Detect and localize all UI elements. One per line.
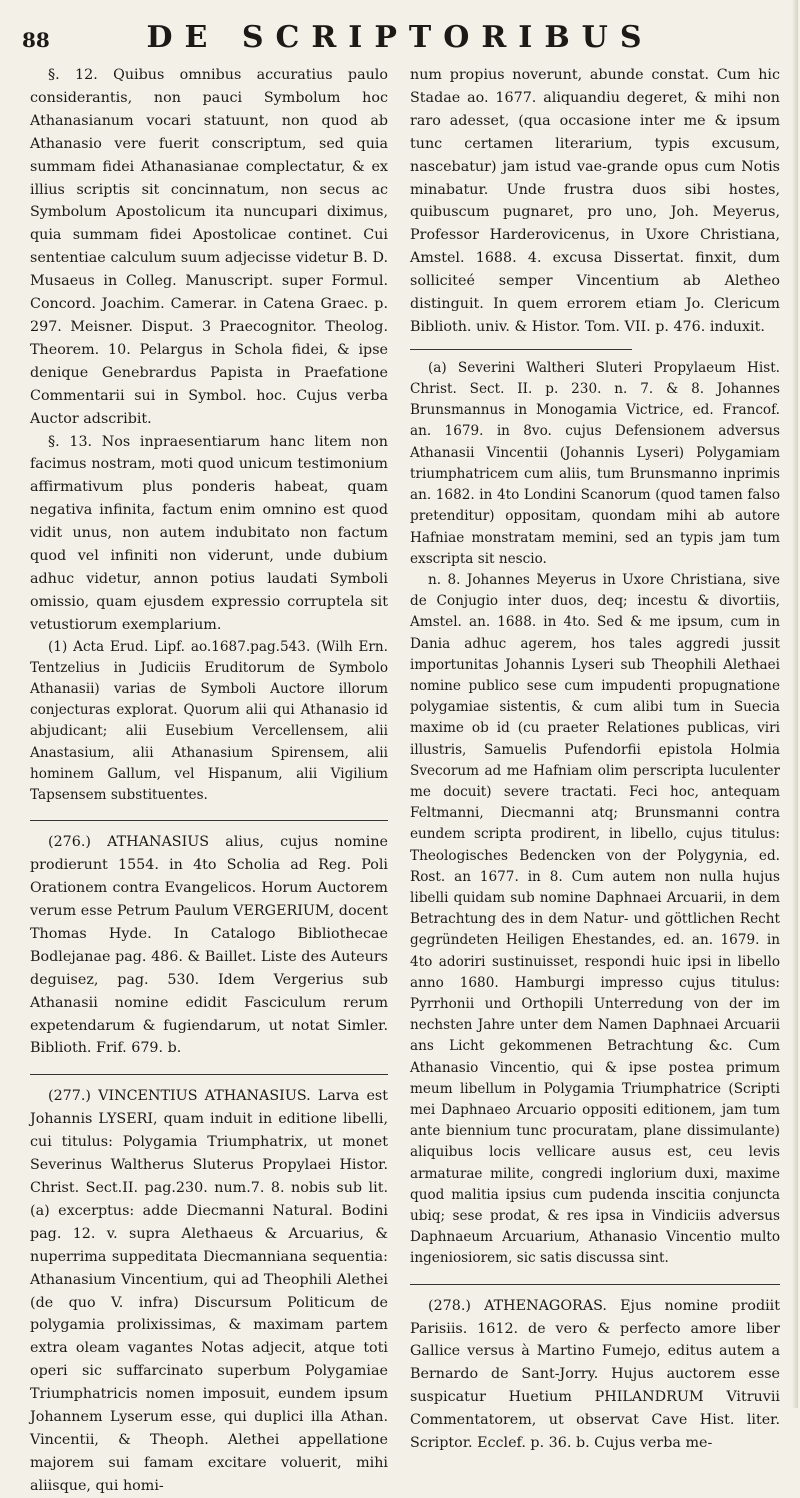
entry-276: (276.) ATHANASIUS alius, cujus nomine prodierunt 1554. in 4to Scholia ad Reg. Poli Orationem contra Evangelicos. Horum Auctorem verum esse Petrum Paulum VERGERIUM, docent Thomas Hyde. In Catalogo Bibliothecae Bodlejanae pag. 486. & Baillet. Liste des Auteurs deguisez, pag. 530. Idem Vergerius sub Athanasii nomine edidit Fasciculum rerum expetendarum & fugiendarum, ut notat Simler. Biblioth. Frif. 679. b. (30, 834, 388, 1057)
page-number: 88 (22, 28, 50, 52)
section-12: §. 12. Quibus omnibus accuratius paulo considerantis, non pauci Symbolum hoc Athanasianum vocari statuunt, non quod ab Athanasio vere fuerit conscriptum, sed quia summam fidei Athanasianae complectatur, & ex illius scriptis sit concinnatum, non secus ac Symbolum Apostolicum ita nuncupari diximus, quia summam fidei Apostolicae continet. Cui sententiae calculum suum adjecisse videtur B. D. Musaeus in Colleg. Manuscript. super Formul. Concord. Joachim. Camerar. in Catena Graec. p. 297. Meisner. Disput. 3 Praecognitor. Theolog. Theorem. 10. Pelargus in Schola fidei, & ipse denique Genebrardus Papista in Praefatione Commentarii sui in Symbol. hoc. Cujus verba Auctor adscribit. (30, 67, 388, 427)
footnote-n8: n. 8. Johannes Meyerus in Uxore Christiana, sive de Conjugio inter duos, deq; incestu & divortiis, Amstel. an. 1688. in 4to. Sed & me ipsum, cum in Dania adhuc agerem, hos tales aggredi jussit importunitas Johannis Lyseri sub Theophili Alethaei nomine publico sese cum impudenti propugnatione polygamiae sistentis, & cum alibi tum in Suecia maxime ob id (cu praeter Relationes publicas, viri illustris, Samuelis Pufendorfii epistola Holmia Svecorum ad me Hafniam olim perscripta luculenter me docuit) severe tractati. Feci hoc, antequam Feltmanni, Diecmanni atq; Brunsmanni contra eundem scripta prodirent, in libello, cujus titulus: Theologisches Bedencken von der Polygynia, ed. Rost. an 1677. in 8. Cum autem non nulla hujus libelli quidam sub nomine Daphnaei Arcuarii, in dem Betrachtung des in dem Natur- und göttlichen Recht gegründeten Heiligen Ehestandes, ed. an. 1679. in 4to adoriri sustinuisset, respondi huic ipsi in libello anno 1680. Hamburgi impresso cujus titulus: Pyrrhonii und Orthopili Unterredung von der im nechsten Jahre unter dem Namen Daphnaei Arcuarii ans Licht gekommenen Betrachtung &c. Cum Athanasio Vincentio, qui & ipse postea primum meum libellum in Polygamia Triumphatrice (Scripti mei Daphnaeo Arcuario oppositi editionem, jam tum ante biennium tunc procuratam, plane dissimulante) aliquibus locis vellicare ausus est, ceu levis armaturae milite, congredi inglorium duxi, maxime quod malitia ipsius cum pudenda inscitia conjuncta ubiq; sese prodat, & res ipsa in Vindiciis adversus Daphnaeum Arcuarium, Athanasio Vincentio multo ingeniosiorem, sic satis discussa sint. (410, 571, 780, 1267)
footnote-a: (a) Severini Waltheri Sluteri Propylaeum Hist. Christ. Sect. II. p. 230. n. 7. & 8. Johannes Brunsmannus in Monogamia Victrice, ed. Francof. an. 1679. in 8vo. cujus Defensionem adversus Athanasii Vincentii (Johannis Lyseri) Polygamiam triumphatricem cum aliis, tum Brunsmanno inprimis an. 1682. in 4to Londini Scanorum (quod tamen falso pretenditur) oppositam, quondam mihi ab autore Hafniae monstratam memini, sed an typis jam tum exscripta sit nescio. (410, 359, 780, 567)
entry-278: (278.) ATHENAGORAS. Ejus nomine prodiit Parisiis. 1612. de vero & perfecto amore liber Gallice versus à Martino Fumejo, editus autem a Bernardo de Sant-Jorry. Hujus auctorem esse suspicatur Huetium PHILANDRUM Vitruvii Commentatorem, ut observat Cave Hist. liter. Scriptor. Ecclef. p. 36. b. Cujus verba me- (410, 1297, 780, 1452)
section-divider (30, 820, 388, 821)
footnote-1: (1) Acta Erud. Lipf. ao.1687.pag.543. (Wilh Ern. Tentzelius in Judiciis Eruditorum de Symbolo Athanasii) varias de Symboli Auctore illorum conjecturas explorat. Quorum alii qui Athanasio id abjudicant; alii Eusebium Vercellensem, alii Anastasium, alii Athanasium Spirensem, alii hominem Gallum, vel Hispanum, alii Vigilium Tapsensem substituentes. (30, 638, 388, 804)
right-column (410, 64, 780, 1455)
page-header (20, 16, 780, 56)
left-column (30, 64, 388, 1498)
footnote-divider (410, 349, 632, 350)
page-edge-shadow (792, 0, 798, 1408)
section-divider (410, 1284, 780, 1285)
section-divider (30, 1074, 388, 1075)
entry-277: (277.) VINCENTIUS ATHANASIUS. Larva est Johannis LYSERI, quam induit in editione libelli, cui titulus: Polygamia Triumphatrix, ut monet Severinus Waltherus Sluterus Propylaei Histor. Christ. Sect.II. pag.230. num.7. 8. nobis sub lit. (a) excerptus: adde Diecmanni Natural. Bodini pag. 12. v. supra Alethaeus & Arcuarius, & nuperrima suppeditata Diecmanniana sequentia: Athanasium Vincentium, qui ad Theophili Alethei (de quo V. infra) Discursum Politicum de polygamia prolixissimas, & maximam partem extra oleam vagantes Notas adjecit, atque toti operi sic suffarcinato superbum Polygamiae Triumphatricis nomen imposuit, eundem ipsum Johannem Lyserum esse, qui duplici illa Athan. Vincentii, & Theoph. Alethei appellatione majorem sui famam excitare voluerit, mihi aliisque, qui homi- (30, 1088, 388, 1494)
running-title: DE SCRIPTORIBUS (146, 20, 654, 55)
section-13: §. 13. Nos inpraesentiarum hanc litem non facimus nostram, moti quod unicum testimonium affirmativum plus ponderis habeat, quam negativa infinita, factum enim omnino est quod vidit unus, non autem indubitato non factum quod vel infiniti non viderunt, unde dubium adhuc videtur, annon potius laudati Symboli omissio, quam ejusdem expressio corruptela sit vetustiorum exemplarium. (30, 433, 388, 633)
entry-277-continued: num propius noverunt, abunde constat. Cum hic Stadae ao. 1677. aliquandiu degeret, & mihi non raro adesset, (qua occasione inter me & ipsum tunc certamen literarium, typis excusum, nascebatur) jam istud vae-grande opus cum Notis minabatur. Unde frustra duos sibi hostes, quibuscum pugnaret, pro uno, Joh. Meyerus, Professor Harderovicenus, in Uxore Christiana, Amstel. 1688. 4. excusa Dissertat. finxit, dum solliciteé semper Vincentium ab Aletheo distinguit. In quem errorem etiam Jo. Clericum Biblioth. univ. & Histor. Tom. VII. p. 476. induxit. (410, 67, 780, 335)
